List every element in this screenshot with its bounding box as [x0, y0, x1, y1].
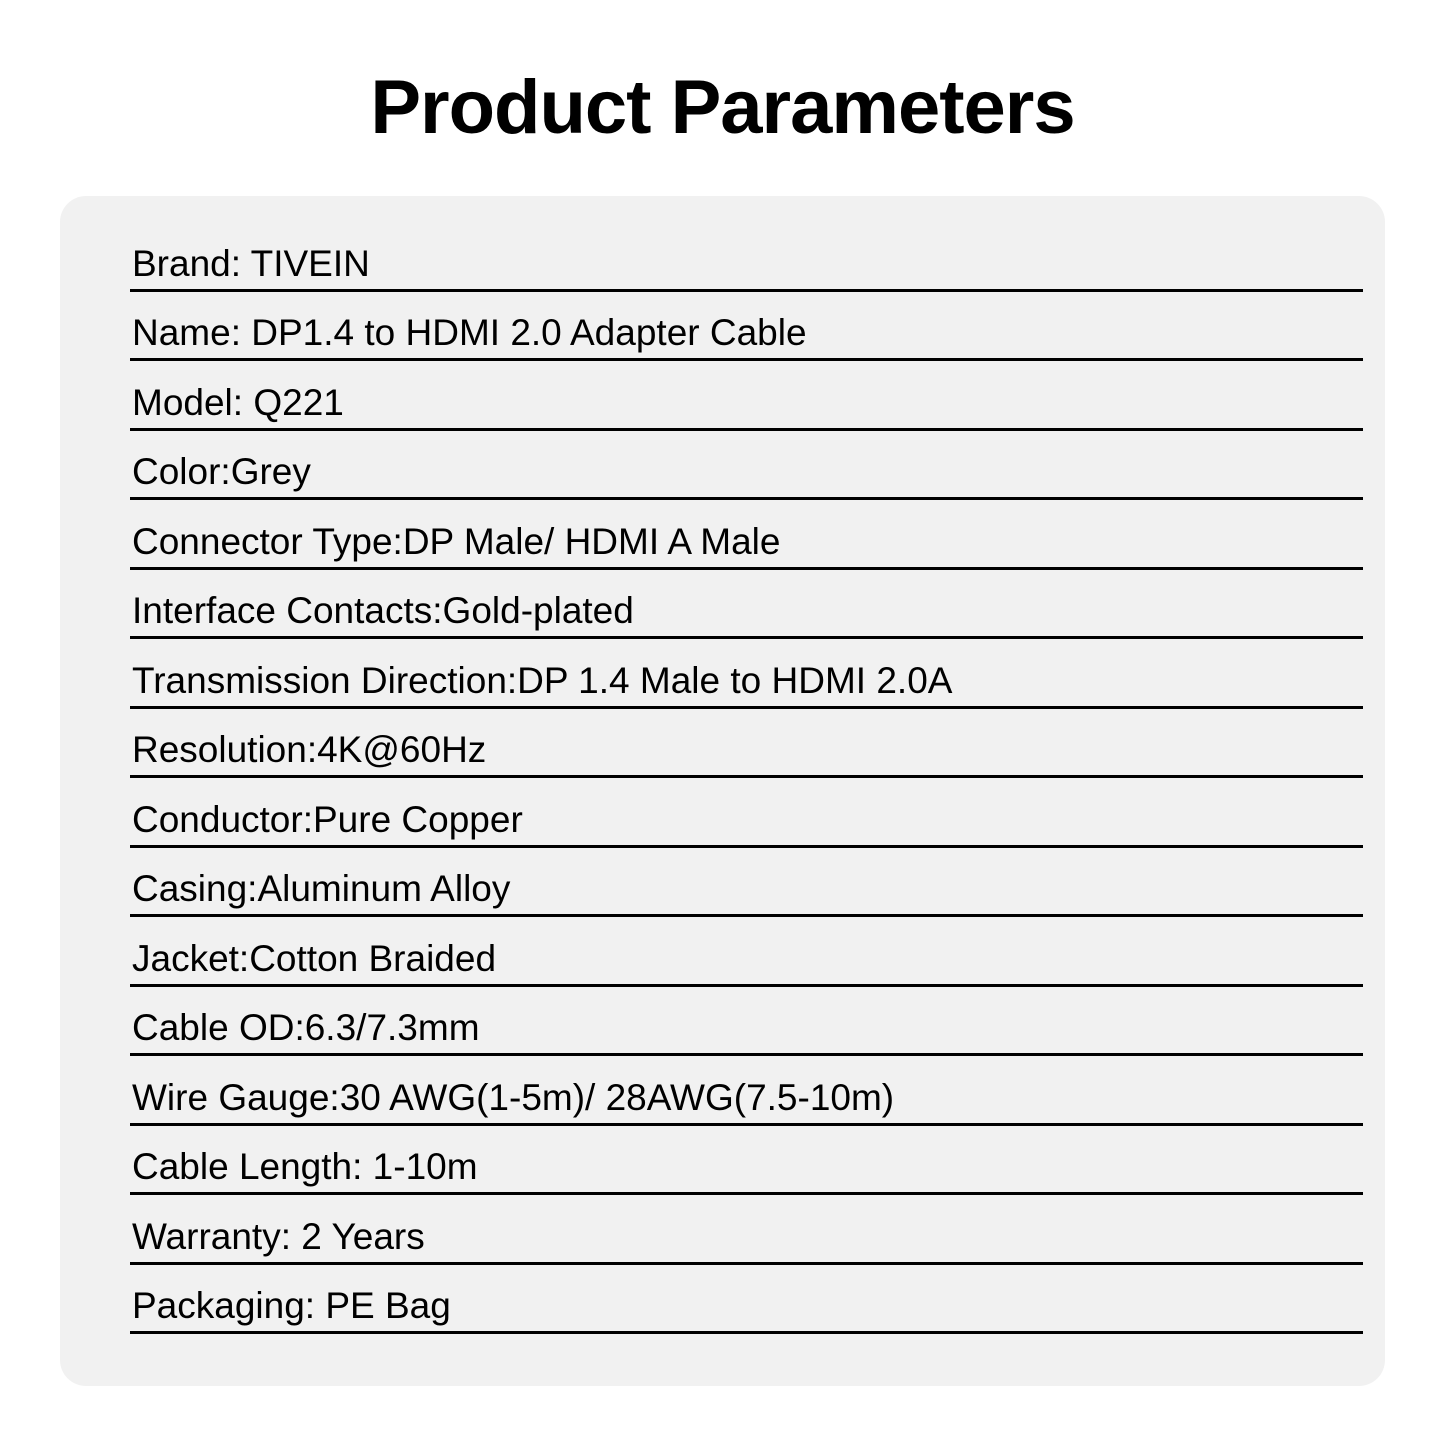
spec-row: [130, 1265, 1363, 1335]
spec-row: [130, 222, 1363, 292]
spec-row: [130, 431, 1363, 501]
spec-text: Brand: TIVEIN: [132, 242, 370, 284]
spec-text: Wire Gauge:30 AWG(1-5m)/ 28AWG(7.5-10m): [132, 1076, 895, 1118]
spec-row: [130, 1056, 1363, 1126]
spec-row: [130, 709, 1363, 779]
spec-text: Cable Length: 1-10m: [132, 1146, 478, 1188]
spec-text: Name: DP1.4 to HDMI 2.0 Adapter Cable: [132, 312, 807, 354]
spec-text: Cable OD:6.3/7.3mm: [132, 1007, 480, 1049]
spec-row: [130, 917, 1363, 987]
spec-text: Jacket:Cotton Braided: [132, 937, 497, 979]
spec-text: Resolution:4K@60Hz: [132, 729, 487, 771]
spec-row: [130, 570, 1363, 640]
spec-text: Warranty: 2 Years: [132, 1215, 425, 1257]
spec-row: [130, 1126, 1363, 1196]
spec-row: [130, 361, 1363, 431]
spec-row: [130, 848, 1363, 918]
spec-row: [130, 778, 1363, 848]
spec-text: Packaging: PE Bag: [132, 1285, 451, 1327]
spec-panel: [60, 196, 1385, 1386]
spec-text: Transmission Direction:DP 1.4 Male to HDMI 2.0A: [132, 659, 953, 701]
spec-row: [130, 292, 1363, 362]
spec-text: Interface Contacts:Gold-plated: [132, 590, 634, 632]
spec-row: [130, 500, 1363, 570]
spec-text: Connector Type:DP Male/ HDMI A Male: [132, 520, 781, 562]
page-title: Product Parameters: [370, 65, 1075, 150]
spec-row: [130, 987, 1363, 1057]
spec-list: [130, 222, 1363, 1334]
spec-text: Model: Q221: [132, 381, 344, 423]
spec-row: [130, 1195, 1363, 1265]
spec-text: Color:Grey: [132, 451, 311, 493]
spec-text: Conductor:Pure Copper: [132, 798, 523, 840]
spec-text: Casing:Aluminum Alloy: [132, 868, 511, 910]
spec-row: [130, 639, 1363, 709]
